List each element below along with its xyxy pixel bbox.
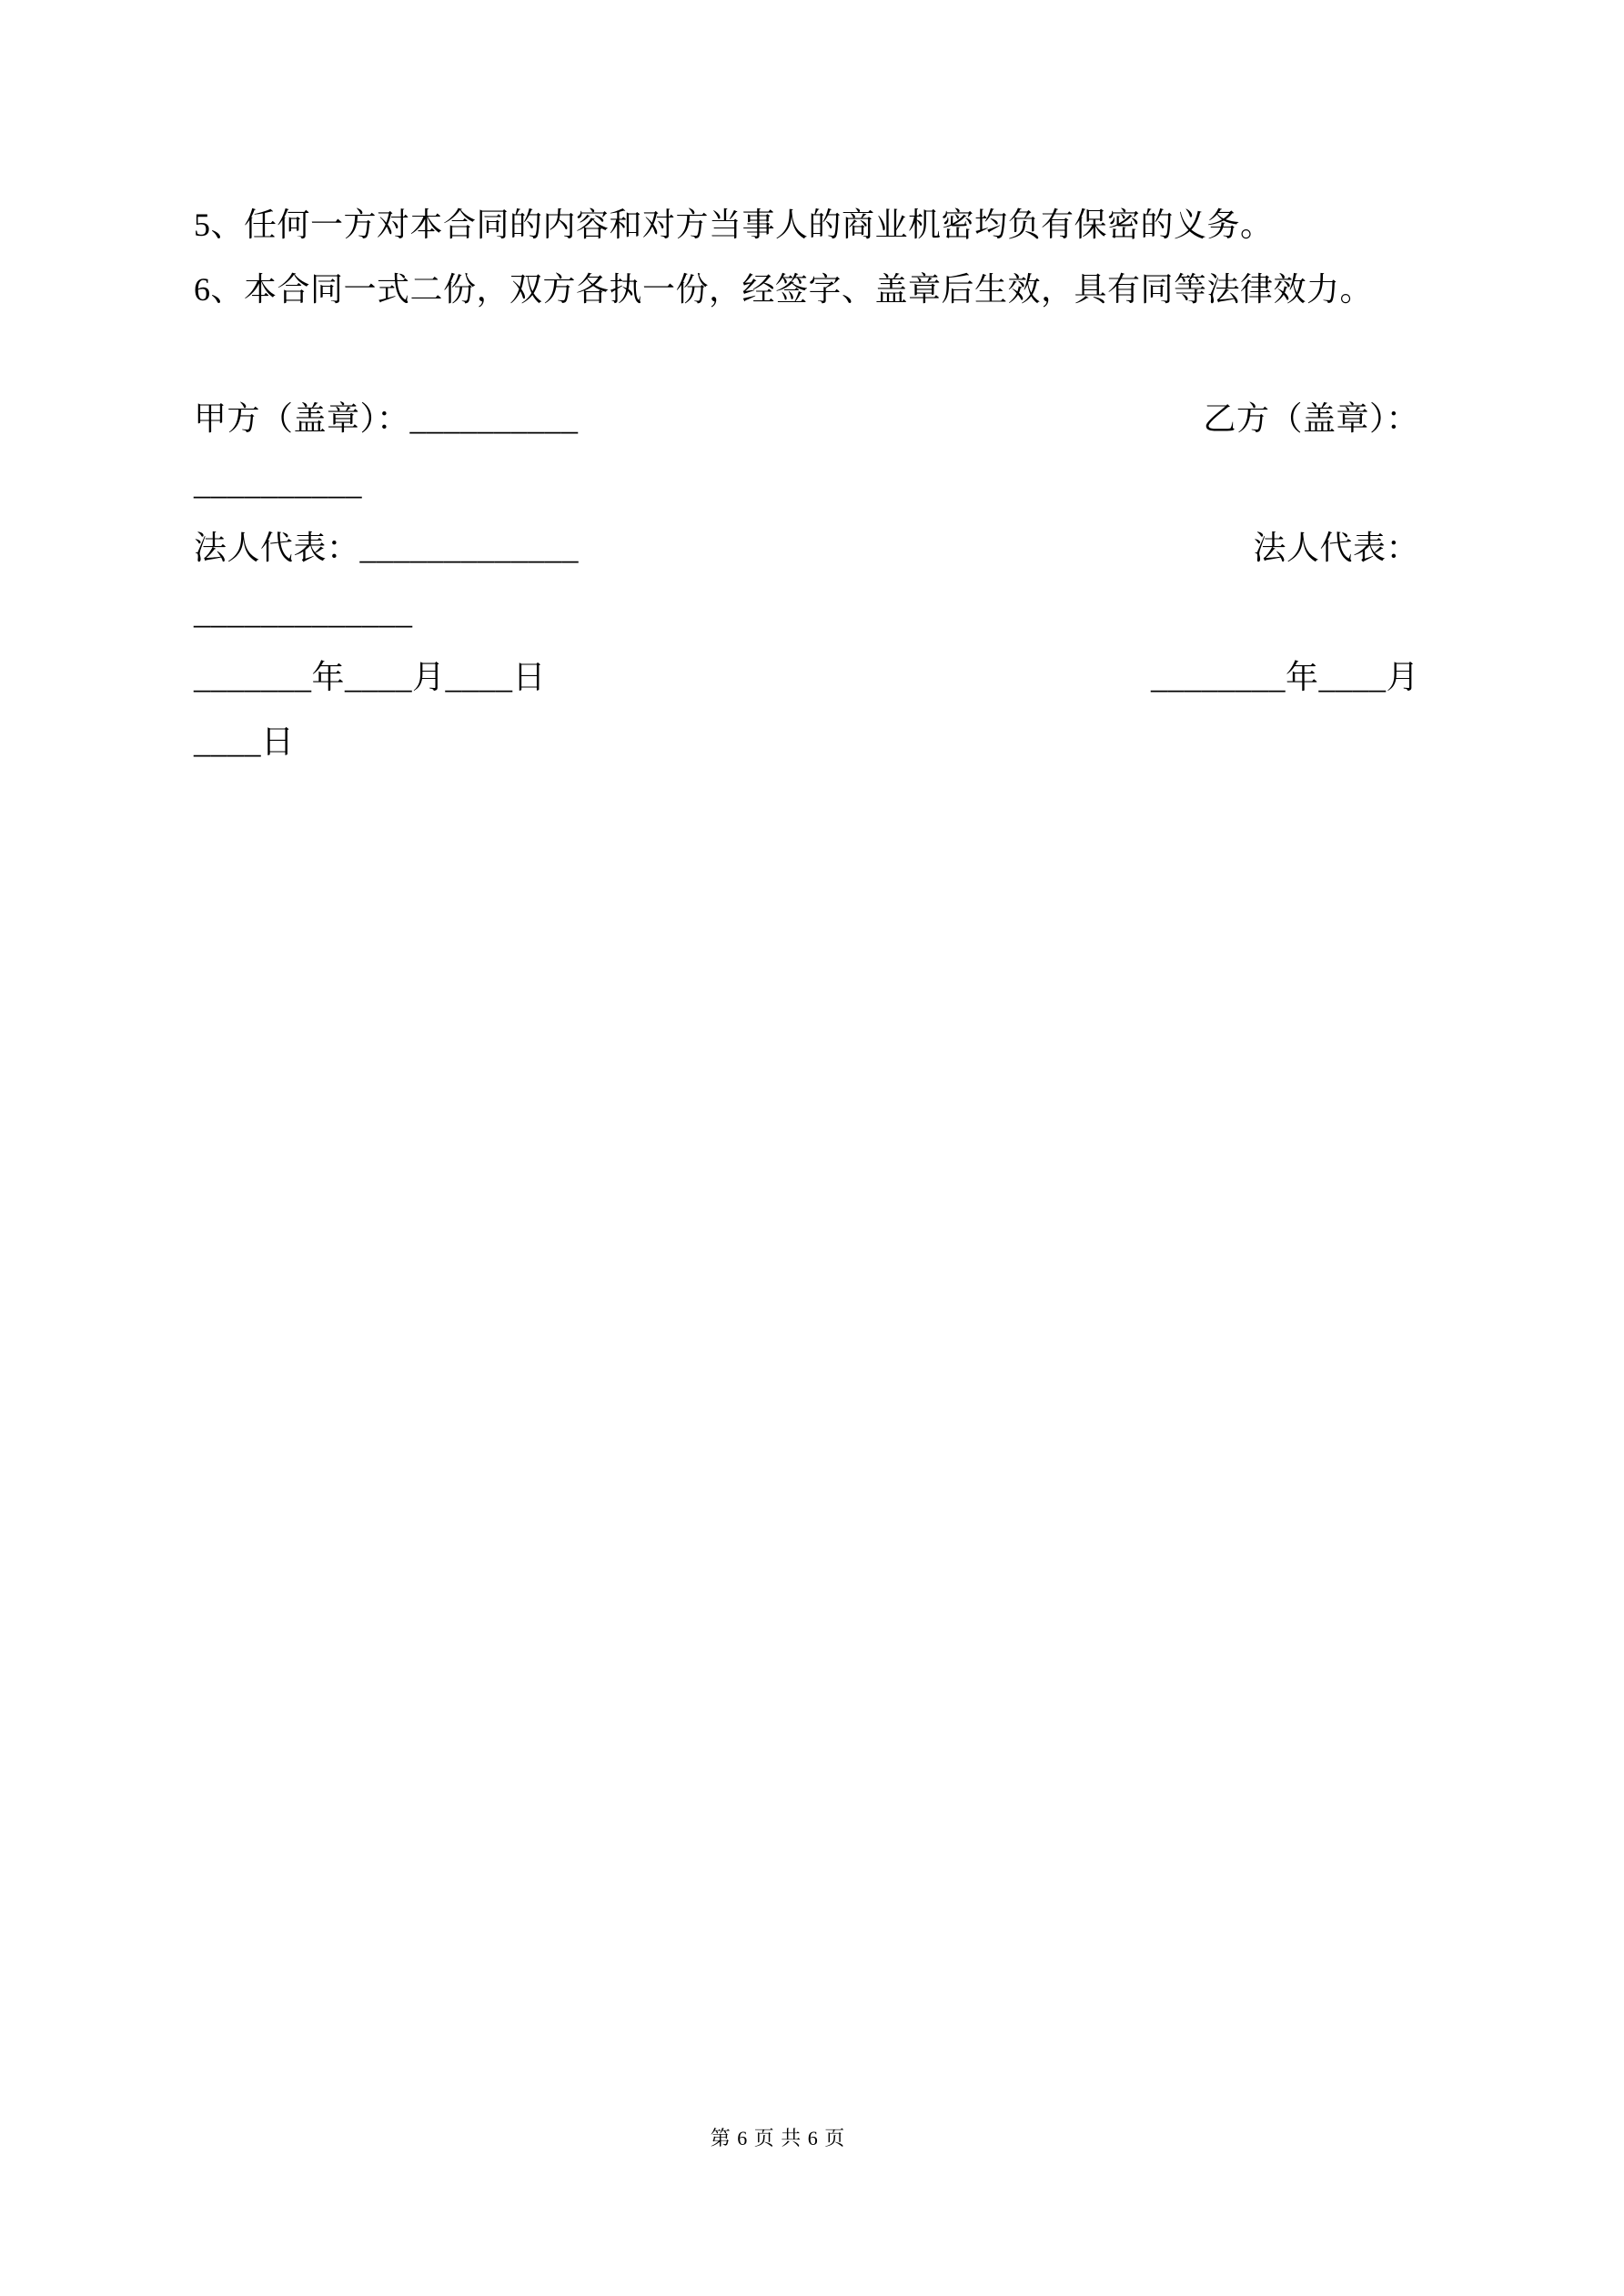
page-footer bbox=[0, 2120, 1556, 2157]
seal-row bbox=[194, 387, 1419, 451]
clause-5-confidentiality: 5、任何一方对本合同的内容和对方当事人的商业机密均负有保密的义务。 bbox=[194, 207, 1274, 243]
party-a-seal-label: 甲方（盖章）：__________ bbox=[194, 400, 579, 437]
blank-line bbox=[194, 322, 1419, 387]
legal-representative-row bbox=[194, 516, 1419, 581]
party-a-legal-rep-label: 法人代表：_____________ bbox=[194, 530, 580, 566]
party-b-legal-rep-blank-continuation bbox=[194, 581, 1419, 645]
party-b-legal-rep-label: 法人代表： bbox=[1253, 530, 1419, 566]
party-b-date-blank: ________年____月 bbox=[1151, 659, 1419, 695]
blank-underline: _____________ bbox=[194, 594, 413, 631]
blank-underline: __________ bbox=[194, 465, 362, 501]
party-b-seal-blank-continuation bbox=[194, 451, 1419, 516]
date-row bbox=[194, 645, 1419, 710]
party-b-seal-label: 乙方（盖章）： bbox=[1203, 400, 1419, 437]
party-b-date-day-continuation bbox=[194, 710, 1419, 774]
page-number-indicator: 第 6 页 共 6 页 bbox=[710, 2127, 846, 2149]
party-a-date-blank: _______年____月____日 bbox=[194, 659, 547, 695]
clause-6-counterparts: 6、本合同一式二份，双方各执一份，经签字、盖章后生效，具有同等法律效力。 bbox=[194, 271, 1374, 308]
document-body bbox=[194, 193, 1419, 774]
blank-underline: ____日 bbox=[194, 723, 295, 760]
